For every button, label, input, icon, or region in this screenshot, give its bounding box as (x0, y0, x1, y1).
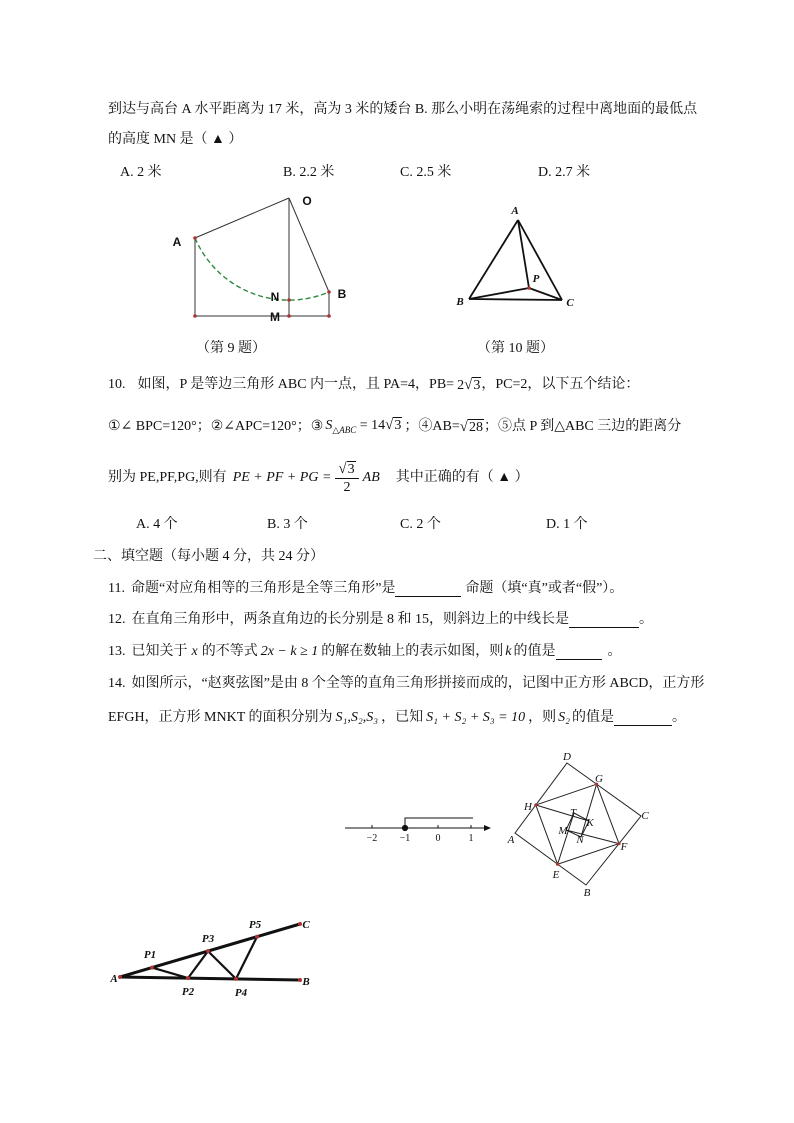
label-p: P (532, 273, 540, 285)
number-line-tick-label: 0 (435, 833, 441, 844)
label-a: A (511, 205, 519, 217)
label-k: K (586, 817, 594, 829)
areas-sum: S₁ + S₂ + S₃ = 10 (426, 710, 526, 725)
point-p4-dot (234, 977, 238, 981)
label-a: A (507, 834, 515, 846)
zhao-shuang-figure (515, 763, 641, 885)
q9-option-d: D. 2.7 米 (538, 165, 591, 180)
side-ab (469, 220, 518, 299)
point-a-dot (118, 975, 122, 979)
sqrt-sign: √ (385, 416, 394, 433)
rope-oa (195, 198, 289, 238)
side-bc (469, 299, 562, 300)
q10-conclusions-b: ；④AB= (404, 419, 460, 434)
q13-text-e: 。 (607, 644, 622, 659)
label-p3: P3 (201, 933, 215, 945)
q10-option-c: C. 2 个 (400, 517, 441, 532)
answer-blank (569, 613, 639, 628)
label-p1: P1 (143, 949, 157, 961)
q9-stem-line1: 到达与高台 A 水平距离为 17 米，高为 3 米的矮台 B. 那么小明在荡绳索的过程中离地面的最低点 (108, 102, 698, 117)
formula-rhs: AB (362, 470, 380, 485)
variable-k: k (505, 644, 512, 659)
label-f: F (620, 841, 628, 853)
label-p2: P2 (181, 986, 195, 998)
ray-ab (120, 977, 300, 980)
q10-line2 (108, 417, 681, 437)
line-e-t (558, 813, 574, 864)
figure-10 (469, 220, 562, 300)
label-e: E (552, 869, 560, 881)
label-c: C (302, 919, 310, 931)
formula-lhs: PE + PF + PG = (232, 470, 332, 485)
segment-pb (469, 288, 529, 299)
label-c: C (641, 810, 649, 822)
label-n: N (576, 834, 584, 846)
inequality: 2x − k ≥ 1 (260, 644, 319, 659)
label-d: D (563, 751, 571, 763)
point-p5-dot (255, 935, 259, 939)
q14-line2 (108, 708, 686, 728)
triangle-area-expression (325, 415, 402, 440)
q11 (108, 579, 623, 599)
label-b: B (302, 976, 310, 988)
section-2-title: 二、填空题（每小题 4 分，共 24 分） (93, 549, 324, 564)
q13 (108, 642, 622, 662)
q10-conclusions-c: ；⑤点 P 到△ABC 三边的距离分 (483, 419, 682, 434)
label-b: B (456, 296, 464, 308)
q11-text-a: 命题“对应角相等的三角形是全等三角形”是 (130, 581, 396, 596)
figure-10-caption: （第 10 题） (477, 341, 554, 356)
q13-text-d: 的值是 (513, 644, 556, 659)
q10-number: 10. (108, 377, 126, 392)
q14-text-d: 的值是 (571, 710, 614, 725)
q11-text-b: 命题（填“真”或者“假”）。 (465, 581, 624, 596)
label-o: O (302, 194, 312, 208)
label-a: A (110, 973, 118, 985)
point-b-dot (327, 290, 331, 294)
point-p3-dot (206, 949, 210, 953)
q10-ask: 其中正确的有（ ▲ ） (395, 470, 529, 485)
q10-option-b: B. 3 个 (267, 517, 308, 532)
number-line-tick-label: −1 (399, 833, 411, 844)
label-m: M (270, 310, 280, 324)
ab-value (460, 417, 484, 438)
q9-option-b: B. 2.2 米 (283, 165, 335, 180)
q10-option-a: A. 4 个 (136, 517, 178, 532)
label-b: B (583, 887, 591, 899)
q12-text-b: 。 (639, 612, 653, 627)
label-g: G (595, 773, 603, 785)
solution-endpoint-dot (402, 825, 407, 830)
fraction-sqrt3-over-2 (335, 461, 358, 496)
pb-value (457, 375, 481, 396)
ab-radicand: 28 (468, 419, 483, 435)
fraction-numerator (335, 461, 358, 479)
solution-set-marker (405, 818, 473, 828)
area-subscript: △ABC (332, 424, 357, 435)
point-n-dot (287, 298, 291, 302)
sqrt-sign: √ (338, 460, 347, 477)
q11-number: 11. (108, 581, 125, 596)
point-p2-dot (186, 976, 190, 980)
number-line-arrow (484, 825, 491, 831)
q10-option-d: D. 1 个 (546, 517, 588, 532)
label-m: M (558, 825, 568, 837)
numerator-radicand: 3 (347, 461, 355, 477)
number-line (345, 818, 491, 844)
line-h-k (536, 805, 589, 821)
ground-right-dot (327, 314, 331, 318)
area-s2: S₂ (558, 710, 570, 725)
q14-text-c: ，则 (528, 710, 557, 725)
segment-p3-p4 (208, 951, 236, 979)
vertex-dot (534, 803, 537, 806)
zhao-shuang-labels (507, 751, 650, 899)
fraction-denominator: 2 (343, 479, 351, 495)
answer-blank (556, 645, 602, 660)
vertex-dot (556, 863, 559, 866)
answer-blank (395, 582, 461, 597)
q10-line3 (108, 459, 529, 497)
label-h: H (524, 801, 532, 813)
area-radicand: 3 (394, 417, 402, 433)
label-n: N (270, 290, 280, 304)
figure-9-caption: （第 9 题） (196, 341, 266, 356)
sqrt-sign: √ (459, 418, 468, 435)
label-p4: P4 (234, 987, 248, 999)
q13-text-a: 已知关于 (131, 644, 188, 659)
point-p1-dot (150, 966, 154, 970)
q12-number: 12. (108, 612, 126, 627)
pb-radicand: 3 (473, 377, 481, 393)
q14-text-line1: 如图所示，“赵爽弦图”是由 8 个全等的直角三角形拼接而成的，记图中正方形 ABCD，正方形 (131, 676, 705, 691)
area-equals: = 14 (359, 417, 386, 433)
q14-text-e: 。 (671, 710, 686, 725)
areas-list: S₁,S₂,S₃ (335, 710, 379, 725)
q14-text-b: ，已知 (381, 710, 424, 725)
q13-number: 13. (108, 644, 126, 659)
q14-number: 14. (108, 676, 126, 691)
q10-text-b: ，PC=2，以下五个结论： (481, 377, 640, 392)
q10-line1 (108, 375, 639, 395)
number-line-tick-label: −2 (366, 833, 378, 844)
area-symbol: S (325, 417, 333, 433)
label-t: T (569, 807, 577, 819)
q9-option-c: C. 2.5 米 (400, 165, 452, 180)
point-p-dot (527, 286, 531, 290)
label-b: B (337, 287, 347, 301)
swing-arc (195, 238, 329, 300)
square-abcd (515, 763, 641, 885)
q14-line1 (108, 674, 704, 694)
line-g-n (581, 784, 597, 837)
point-a-dot (193, 236, 197, 240)
q12 (108, 610, 653, 630)
q13-text-b: 的不等式 (201, 644, 258, 659)
square-efgh (536, 784, 619, 864)
label-p5: P5 (248, 919, 262, 931)
point-m-dot (287, 314, 291, 318)
q9-stem-line2: 的高度 MN 是（ ▲ ） (108, 132, 243, 147)
label-a: A (172, 235, 182, 249)
figure-9-labels (173, 194, 347, 324)
pb-coef: 2 (457, 377, 465, 393)
q10-conclusions-d: 别为 PE,PF,PG,则有 (108, 470, 227, 485)
ground-left-dot (193, 314, 197, 318)
q9-option-a: A. 2 米 (120, 165, 162, 180)
answer-blank (614, 711, 672, 726)
q13-text-c: 的解在数轴上的表示如图，则 (321, 644, 504, 659)
label-c: C (566, 297, 574, 309)
line-f-m (566, 830, 619, 844)
number-line-tick-label: 1 (468, 833, 474, 844)
variable-x: x (191, 644, 198, 659)
q12-text-a: 在直角三角形中，两条直角边的长分别是 8 和 15，则斜边上的中线长是 (131, 612, 569, 627)
q10-conclusions-a: ①∠ BPC=120°；②∠APC=120°；③ (108, 419, 324, 434)
rope-ob (289, 198, 329, 292)
sqrt-sign: √ (464, 376, 473, 393)
figure-9 (193, 198, 331, 318)
q10-text-a: 如图，P 是等边三角形 ABC 内一点，且 PA=4，PB= (137, 377, 455, 392)
q14-text-a: EFGH，正方形 MNKT 的面积分别为 (108, 710, 333, 725)
